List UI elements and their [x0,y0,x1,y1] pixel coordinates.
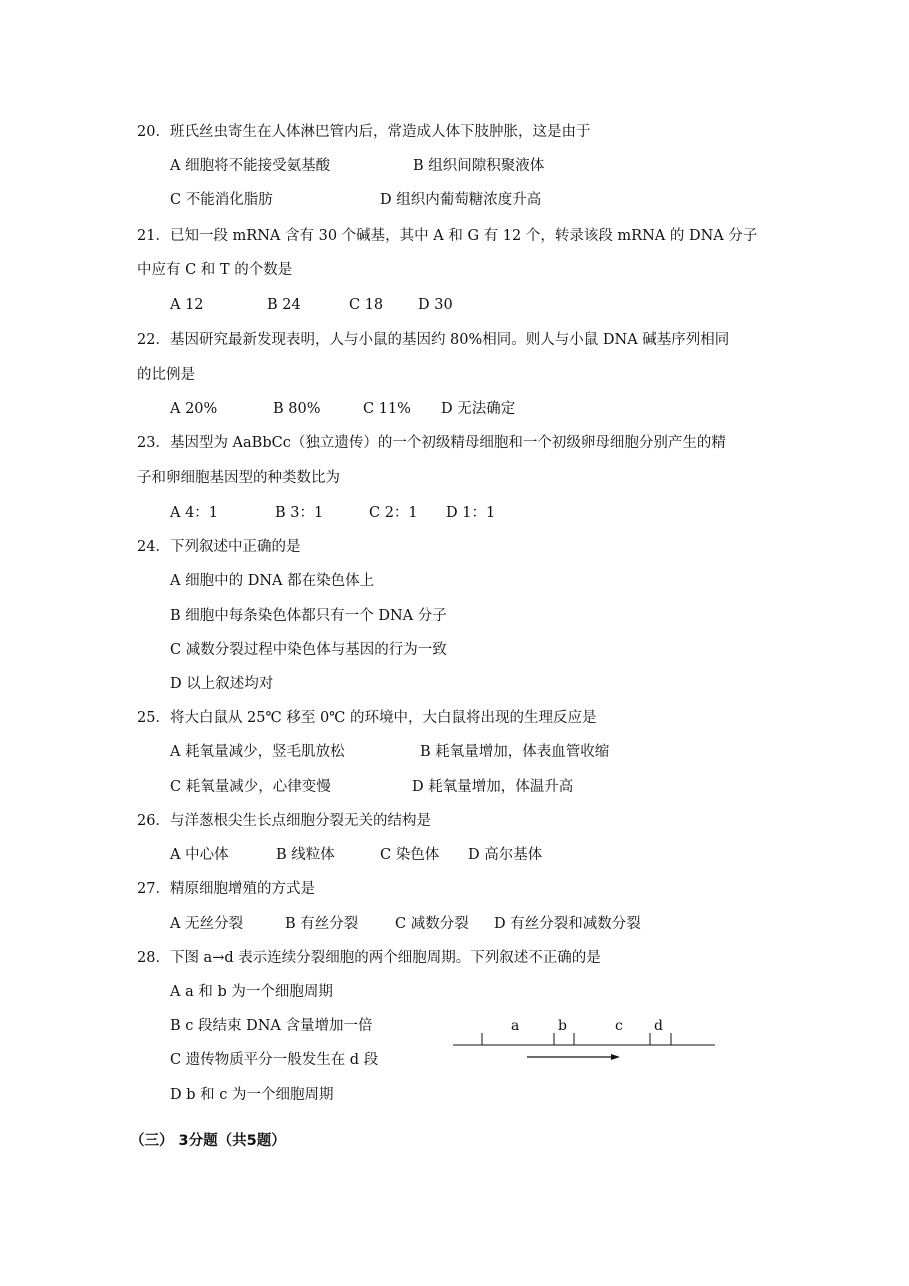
q22-option-c: C 11% [363,401,411,417]
q22-stem-line1: 22．基因研究最新发现表明，人与小鼠的基因约 80%相同。则人与小鼠 DNA 碱基序列相同 [137,332,730,348]
q20-option-b: B 组织间隙积聚液体 [413,158,545,174]
cell-cycle-diagram [450,1012,720,1072]
q25-option-b: B 耗氧量增加，体表血管收缩 [420,744,610,760]
q28-option-a: A a 和 b 为一个细胞周期 [170,984,333,1000]
q23-option-b: B 3：1 [275,505,324,521]
q26-stem: 26．与洋葱根尖生长点细胞分裂无关的结构是 [137,813,431,829]
q24-option-a: A 细胞中的 DNA 都在染色体上 [170,573,375,589]
q22-option-b: B 80% [273,401,321,417]
segment-label-b: b [558,1018,567,1034]
q27-option-a: A 无丝分裂 [170,916,244,932]
q25-option-a: A 耗氧量减少，竖毛肌放松 [170,744,345,760]
q21-option-b: B 24 [267,297,301,313]
segment-label-a: a [511,1018,520,1034]
q26-option-b: B 线粒体 [276,847,335,863]
q28-option-d: D b 和 c 为一个细胞周期 [170,1087,334,1103]
q25-stem: 25．将大白鼠从 25℃ 移至 0℃ 的环境中，大白鼠将出现的生理反应是 [137,710,597,726]
q27-stem: 27．精原细胞增殖的方式是 [137,881,315,897]
q25-option-c: C 耗氧量减少，心律变慢 [170,779,331,795]
q24-stem: 24．下列叙述中正确的是 [137,539,301,555]
q27-option-d: D 有丝分裂和减数分裂 [494,916,641,932]
q24-option-b: B 细胞中每条染色体都只有一个 DNA 分子 [170,608,447,624]
q27-option-c: C 减数分裂 [395,916,469,932]
q20-stem: 20．班氏丝虫寄生在人体淋巴管内后，常造成人体下肢肿胀，这是由于 [137,124,591,140]
q27-option-b: B 有丝分裂 [285,916,359,932]
q20-option-d: D 组织内葡萄糖浓度升高 [380,192,542,208]
q21-option-a: A 12 [170,297,204,313]
segment-label-d: d [654,1018,663,1034]
q21-option-c: C 18 [349,297,384,313]
q26-option-c: C 染色体 [380,847,440,863]
q25-option-d: D 耗氧量增加，体温升高 [412,779,574,795]
q24-option-d: D 以上叙述均对 [170,676,274,692]
q23-option-a: A 4：1 [170,505,219,521]
q22-option-d: D 无法确定 [441,401,516,417]
q20-option-a: A 细胞将不能接受氨基酸 [170,158,331,174]
q24-option-c: C 减数分裂过程中染色体与基因的行为一致 [170,642,447,658]
q23-stem-line1: 23．基因型为 AaBbCc（独立遗传）的一个初级精母细胞和一个初级卵母细胞分别产生的精 [137,435,726,451]
q28-stem: 28．下图 a→d 表示连续分裂细胞的两个细胞周期。下列叙述不正确的是 [137,950,601,966]
q26-option-d: D 高尔基体 [468,847,543,863]
q23-option-c: C 2：1 [369,505,418,521]
q23-option-d: D 1：1 [446,505,496,521]
segment-label-c: c [615,1018,623,1034]
q28-option-c: C 遗传物质平分一般发生在 d 段 [170,1052,379,1068]
q22-option-a: A 20% [170,401,218,417]
q26-option-a: A 中心体 [170,847,229,863]
q20-option-c: C 不能消化脂肪 [170,192,273,208]
section-3-title: （三） 3分题（共5题） [130,1133,286,1149]
arrow-head-icon [611,1054,620,1060]
q21-option-d: D 30 [418,297,453,313]
q22-stem-line2: 的比例是 [137,367,195,383]
q23-stem-line2: 子和卵细胞基因型的种类数比为 [137,470,340,486]
q21-stem-line2: 中应有 C 和 T 的个数是 [137,262,293,278]
q28-option-b: B c 段结束 DNA 含量增加一倍 [170,1018,373,1034]
q21-stem-line1: 21．已知一段 mRNA 含有 30 个碱基，其中 A 和 G 有 12 个，转录该段 mRNA 的 DNA 分子 [137,228,758,244]
